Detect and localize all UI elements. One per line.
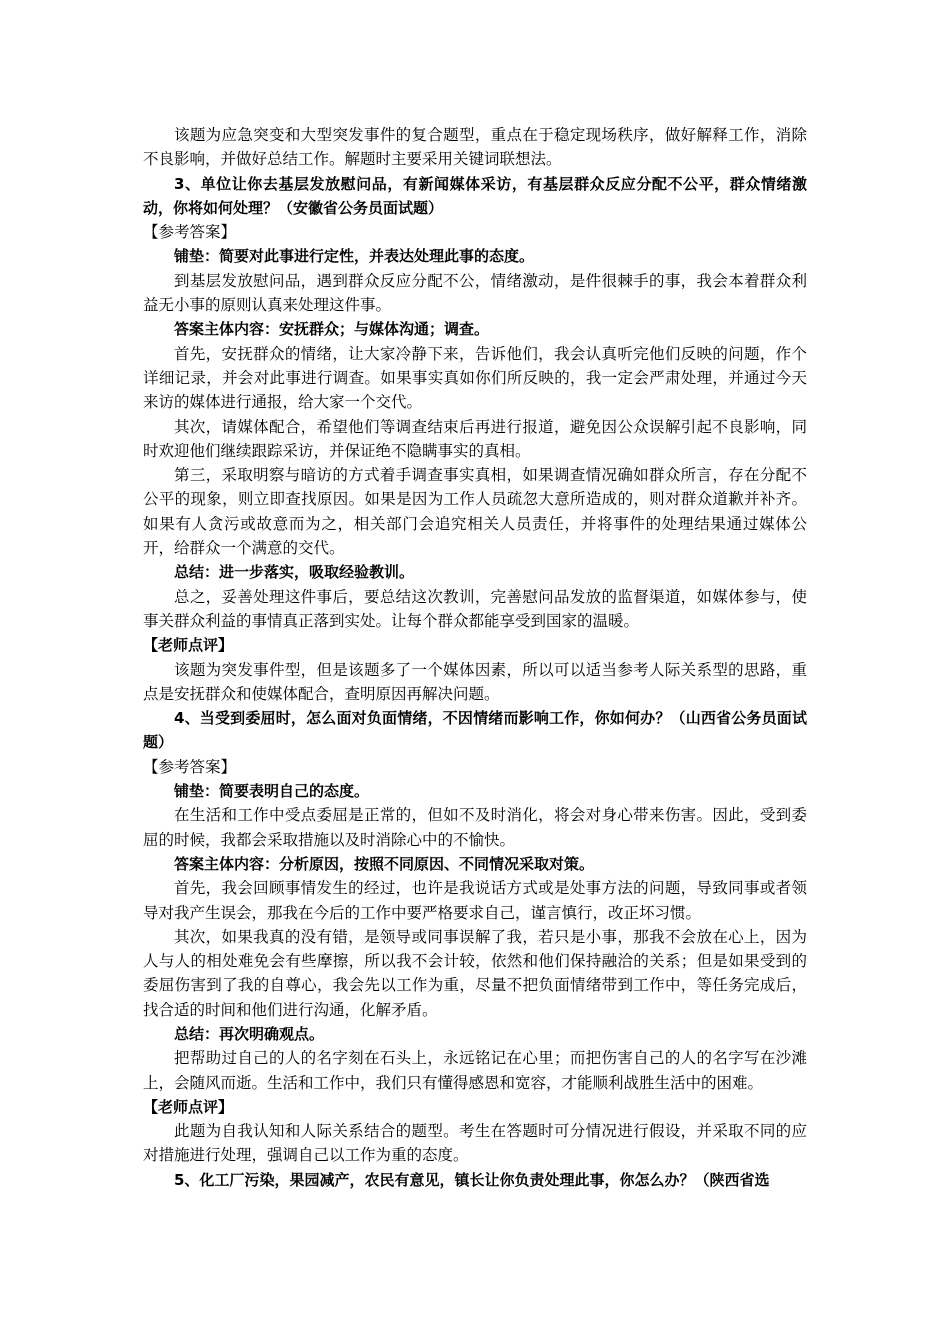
section-heading-main: 答案主体内容：分析原因，按照不同原因、不同情况采取对策。	[174, 854, 595, 873]
paragraph: 其次，如果我真的没有错，是领导或同事误解了我，若只是小事，那我不会放在心上，因为人与人的相处难免会有些摩擦，所以我不会计较，依然和他们保持融洽的关系；但是如果受到的委屈伤害到了我的自尊心，我会先以工作为重，尽量不把负面情绪带到工作中，等任务完成后，找合适的时间和他们进行沟通，化解矛盾。	[143, 927, 807, 1019]
paragraph-comment-intro: 该题为应急突变和大型突发事件的复合题型，重点在于稳定现场秩序，做好解释工作，消除不良影响，并做好总结工作。解题时主要采用关键词联想法。	[143, 126, 807, 169]
section-heading-intro: 铺垫：简要对此事进行定性，并表达处理此事的态度。	[174, 247, 535, 266]
question-5-heading: 5、化工厂污染，果园减产，农民有意见，镇长让你负责处理此事，你怎么办？（陕西省选	[174, 1170, 770, 1189]
paragraph: 把帮助过自己的人的名字刻在石头上，永远铭记在心里；而把伤害自己的人的名字写在沙滩上，会随风而逝。生活和工作中，我们只有懂得感恩和宽容，才能顺利战胜生活中的困难。	[143, 1049, 807, 1092]
teacher-comment-label: 【老师点评】	[143, 636, 234, 655]
paragraph: 在生活和工作中受点委屈是正常的，但如不及时消化，将会对身心带来伤害。因此，受到委屈的时候，我都会采取措施以及时消除心中的不愉快。	[143, 806, 807, 849]
section-heading-summary: 总结：进一步落实，吸取经验教训。	[174, 563, 415, 582]
section-heading-summary: 总结：再次明确观点。	[174, 1024, 325, 1043]
paragraph: 首先，我会回顾事情发生的经过，也许是我说话方式或是处事方法的问题，导致同事或者领导对我产生误会，那我在今后的工作中要严格要求自己，谨言慎行，改正坏习惯。	[143, 879, 807, 922]
paragraph: 总之，妥善处理这件事后，要总结这次教训，完善慰问品发放的监督渠道，如媒体参与，使事关群众利益的事情真正落到实处。让每个群众都能享受到国家的温暖。	[143, 587, 807, 630]
teacher-comment-label: 【老师点评】	[143, 1097, 234, 1116]
reference-answer-label: 【参考答案】	[143, 223, 237, 242]
document-body	[143, 123, 807, 1192]
paragraph: 该题为突发事件型，但是该题多了一个媒体因素，所以可以适当参考人际关系型的思路，重点是安抚群众和使媒体配合，查明原因再解决问题。	[143, 660, 807, 703]
reference-answer-label: 【参考答案】	[143, 757, 237, 776]
paragraph: 首先，安抚群众的情绪，让大家冷静下来，告诉他们，我会认真听完他们反映的问题，作个详细记录，并会对此事进行调查。如果事实真如你们所反映的，我一定会严肃处理，并通过今天来访的媒体进行通报，给大家一个交代。	[143, 344, 807, 412]
section-heading-main: 答案主体内容：安抚群众；与媒体沟通；调查。	[174, 320, 490, 339]
paragraph: 第三，采取明察与暗访的方式着手调查事实真相，如果调查情况确如群众所言，存在分配不公平的现象，则立即查找原因。如果是因为工作人员疏忽大意所造成的，则对群众道歉并补齐。如果有人贪污或故意而为之，相关部门会追究相关人员责任，并将事件的处理结果通过媒体公开，给群众一个满意的交代。	[143, 466, 807, 558]
section-heading-intro: 铺垫：简要表明自己的态度。	[174, 782, 370, 801]
question-3-heading: 3、单位让你去基层发放慰问品，有新闻媒体采访，有基层群众反应分配不公平，群众情绪激动，你将如何处理？（安徽省公务员面试题）	[143, 174, 807, 217]
paragraph: 此题为自我认知和人际关系结合的题型。考生在答题时可分情况进行假设，并采取不同的应对措施进行处理，强调自己以工作为重的态度。	[143, 1122, 807, 1165]
paragraph: 到基层发放慰问品，遇到群众反应分配不公，情绪激动，是件很棘手的事，我会本着群众利益无小事的原则认真来处理这件事。	[143, 271, 807, 315]
question-4-heading: 4、当受到委屈时，怎么面对负面情绪，不因情绪而影响工作，你如何办？（山西省公务员面试题）	[143, 709, 807, 752]
paragraph: 其次，请媒体配合，希望他们等调查结束后再进行报道，避免因公众误解引起不良影响，同时欢迎他们继续跟踪采访，并保证绝不隐瞒事实的真相。	[143, 417, 807, 460]
